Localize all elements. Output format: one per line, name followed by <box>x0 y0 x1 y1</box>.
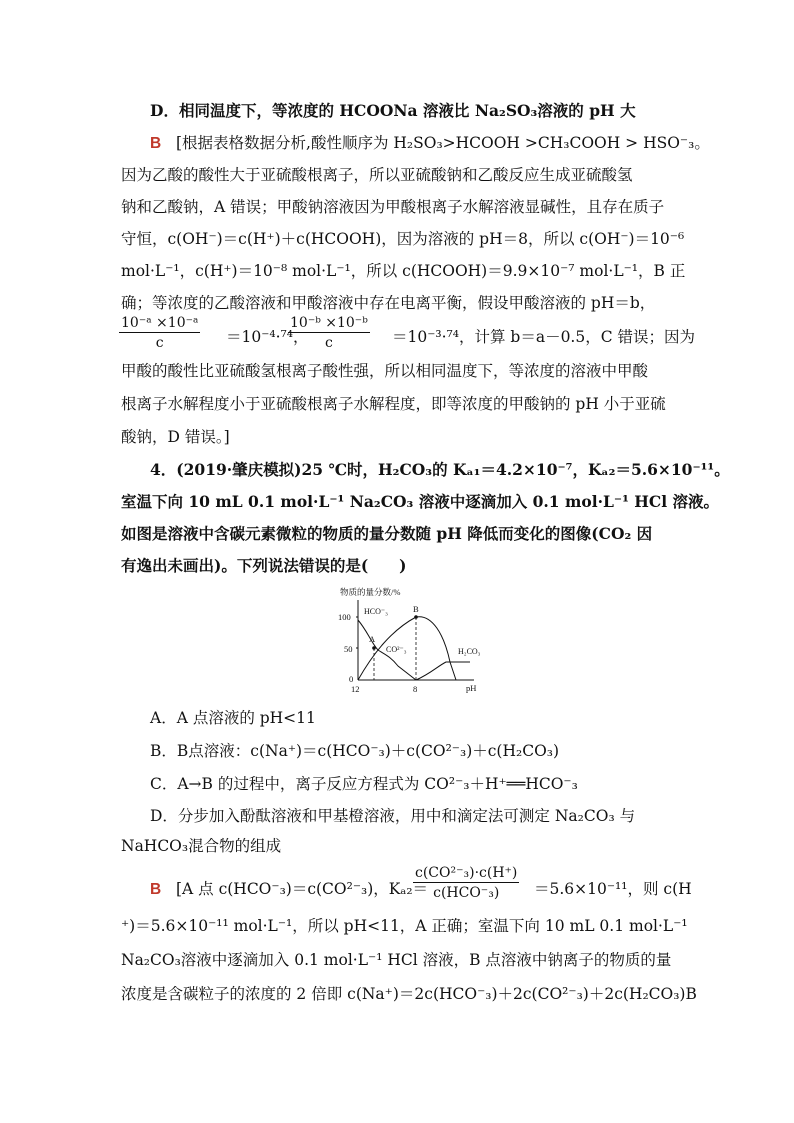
fraction2-tail: ＝10⁻³·⁷⁴，计算 b＝a－0.5，C 错误；因为 <box>392 328 696 346</box>
series-h2co3-label: H₂CO₃ <box>458 647 481 656</box>
answer2-fraction <box>413 865 519 901</box>
answer1-line-2: 钠和乙酸钠，A 错误；甲酸钠溶液因为甲酸根离子水解溶液显碱性，且存在质子 <box>121 198 665 216</box>
answer1-fraction-1 <box>119 315 200 351</box>
point-b-label: B <box>413 604 419 614</box>
question4-option-d: D．分步加入酚酞溶液和甲基橙溶液，用中和滴定法可测定 Na₂CO₃ 与 <box>150 807 636 825</box>
chart-ylabel: 物质的量分数/% <box>340 587 401 597</box>
x-tick-8: 8 <box>413 684 418 694</box>
answer2-letter: B <box>150 881 162 898</box>
answer2-line-0 <box>150 879 428 900</box>
fraction1-denominator: c <box>155 335 164 351</box>
question4-option-d-cont: NaHCO₃混合物的组成 <box>121 837 282 855</box>
point-a-label: A <box>369 634 376 644</box>
point-b-marker <box>414 615 418 619</box>
fraction1-numerator: 10⁻ᵃ ×10⁻ᵃ <box>121 315 199 331</box>
answer1-fraction-2 <box>288 315 370 351</box>
series-h2co3-line <box>416 662 470 680</box>
x-tick-12: 12 <box>351 684 360 694</box>
answer2-line-2: Na₂CO₃溶液中逐滴加入 0.1 mol·L⁻¹ HCl 溶液，B 点溶液中钠离子的物质的量 <box>121 951 672 969</box>
answer1-letter: B <box>150 135 162 152</box>
fraction2-numerator: 10⁻ᵇ ×10⁻ᵇ <box>290 315 368 331</box>
series-co3-label: CO²⁻₃ <box>386 645 407 654</box>
question4-option-c: C．A→B 的过程中，离子反应方程式为 CO²⁻₃＋H⁺══HCO⁻₃ <box>150 775 578 793</box>
answer1-line-8: 酸钠，D 错误。] <box>121 428 230 446</box>
answer2-line-1: ⁺)＝5.6×10⁻¹¹ mol·L⁻¹，所以 pH<11，A 正确；室温下向 10 mL 0.1 mol·L⁻¹ <box>121 917 688 935</box>
question4-option-a: A．A 点溶液的 pH<11 <box>150 709 316 727</box>
option-d-previous: D．相同温度下，等浓度的 HCOONa 溶液比 Na₂SO₃溶液的 pH 大 <box>150 101 636 120</box>
series-hco3-label: HCO⁻₃ <box>364 607 388 616</box>
answer2-line-3: 浓度是含碳粒子的浓度的 2 倍即 c(Na⁺)＝2c(HCO⁻₃)＋2c(CO²⁻₃)＋2c(H₂CO₃)B <box>121 985 697 1003</box>
answer1-line-5: 确；等浓度的乙酸溶液和甲酸溶液中存在电离平衡，假设甲酸溶液的 pH＝b， <box>121 294 656 312</box>
answer2-tail: ＝5.6×10⁻¹¹，则 c(H <box>534 880 692 898</box>
answer2-fraction-numerator: c(CO²⁻₃)·c(H⁺) <box>415 865 518 881</box>
y-tick-100: 100 <box>338 612 351 622</box>
answer1-line-7: 根离子水解程度小于亚硫酸根离子水解程度，即等浓度的甲酸钠的 pH 小于亚硫 <box>121 395 666 413</box>
answer1-line-1: 因为乙酸的酸性大于亚硫酸根离子，所以亚硫酸钠和乙酸反应生成亚硫酸氢 <box>121 166 633 184</box>
question4-line-1: 室温下向 10 mL 0.1 mol·L⁻¹ Na₂CO₃ 溶液中逐滴加入 0.1 mol·L⁻¹ HCl 溶液。 <box>121 492 720 511</box>
answer2-fraction-denominator: c(HCO⁻₃) <box>433 885 500 901</box>
answer1-line-0 <box>150 133 710 154</box>
x-axis-label: pH <box>466 683 477 693</box>
fraction1-tail: ＝10⁻⁴·⁷⁴， <box>226 328 309 346</box>
question4-line-2: 如图是溶液中含碳元素微粒的物质的量分数随 pH 降低而变化的图像(CO₂ 因 <box>121 524 653 543</box>
answer1-line-3: 守恒，c(OH⁻)＝c(H⁺)＋c(HCOOH)，因为溶液的 pH＝8，所以 c(OH⁻)＝10⁻⁶ <box>121 230 685 248</box>
answer1-text-0: [根据表格数据分析,酸性顺序为 H₂SO₃>HCOOH >CH₃COOH > HSO⁻₃。 <box>175 134 710 152</box>
y-tick-0: 0 <box>349 674 354 684</box>
species-fraction-chart <box>322 586 522 698</box>
answer1-line-4: mol·L⁻¹，c(H⁺)＝10⁻⁸ mol·L⁻¹，所以 c(HCOOH)＝9.9×10⁻⁷ mol·L⁻¹，B 正 <box>121 262 686 280</box>
question4-line-3: 有逸出未画出)。下列说法错误的是( ) <box>121 556 407 575</box>
question4-line-0: 4．(2019·肇庆模拟)25 ℃时，H₂CO₃的 Kₐ₁＝4.2×10⁻⁷，Kₐ₂＝5.6×10⁻¹¹。 <box>150 460 730 479</box>
y-tick-50: 50 <box>344 644 353 654</box>
point-a-marker <box>372 646 376 650</box>
answer2-head: [A 点 c(HCO⁻₃)＝c(CO²⁻₃)，Kₐ₂＝ <box>175 880 429 898</box>
fraction2-denominator: c <box>324 335 333 351</box>
answer1-line-6: 甲酸的酸性比亚硫酸氢根离子酸性强，所以相同温度下，等浓度的溶液中甲酸 <box>121 362 649 380</box>
question4-option-b: B．B点溶液：c(Na⁺)＝c(HCO⁻₃)＋c(CO²⁻₃)＋c(H₂CO₃) <box>150 742 560 760</box>
